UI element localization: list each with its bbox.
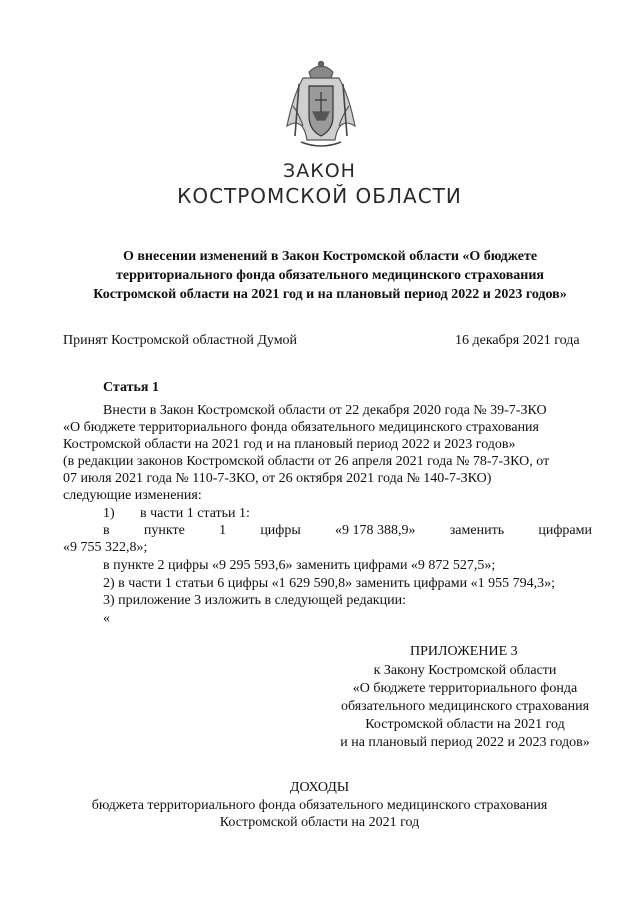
word: цифры xyxy=(260,523,301,538)
word: цифрами xyxy=(538,523,592,538)
article-line: (в редакции законов Костромской области от 26 апреля 2021 года № 78-7-ЗКО, от xyxy=(63,454,550,469)
article-line: «О бюджете территориального фонда обязательного медицинского страхования xyxy=(63,420,539,435)
subject-line: территориального фонда обязательного медицинского страхования xyxy=(116,268,544,283)
item-text: в части 1 статьи 1: xyxy=(140,506,250,521)
item3: 3) приложение 3 изложить в следующей редакции: xyxy=(103,593,406,608)
point2: в пункте 2 цифры «9 295 593,6» заменить цифрами «9 872 527,5»; xyxy=(103,558,496,573)
open-quote: « xyxy=(103,611,110,626)
appendix-title: ПРИЛОЖЕНИЕ 3 xyxy=(410,644,518,659)
point1-cont: «9 755 322,8»; xyxy=(63,540,148,555)
item2: 2) в части 1 статьи 6 цифры «1 629 590,8» заменить цифрами «1 955 794,3»; xyxy=(103,576,555,591)
appendix-caption xyxy=(300,662,630,752)
word: «9 178 388,9» xyxy=(335,523,416,538)
subject-line: Костромской области на 2021 год и на плановый период 2022 и 2023 годов» xyxy=(93,287,567,302)
subject-line: О внесении изменений в Закон Костромской области «О бюджете xyxy=(122,249,538,264)
article-line: следующие изменения: xyxy=(63,488,202,503)
article-line: Внести в Закон Костромской области от 22 декабря 2020 года № 39-7-ЗКО xyxy=(103,403,547,418)
word: 1 xyxy=(219,523,227,538)
word: заменить xyxy=(449,523,505,538)
appendix-line: и на плановый период 2022 и 2023 годов» xyxy=(340,735,590,750)
article-line: 07 июля 2021 года № 110-7-ЗКО, от 26 октября 2021 года № 140-7-ЗКО) xyxy=(63,471,492,486)
appendix-line: «О бюджете территориального фонда xyxy=(352,681,578,696)
item-number: 1) xyxy=(103,506,115,521)
point1-line xyxy=(103,522,592,539)
article-line: Костромской области на 2021 год и на плановый период 2022 и 2023 годов» xyxy=(63,437,516,452)
income-line: Костромской области на 2021 год xyxy=(219,815,420,830)
adopted-by: Принят Костромской областной Думой xyxy=(63,333,298,348)
coat-of-arms-icon xyxy=(273,56,369,152)
appendix-line: обязательного медицинского страхования xyxy=(340,699,590,714)
region-title: КОСТРОМСКОЙ ОБЛАСТИ xyxy=(177,184,462,208)
income-line: бюджета территориального фонда обязательного медицинского страхования xyxy=(91,798,548,813)
appendix-line: к Закону Костромской области xyxy=(373,663,557,678)
appendix-line: Костромской области на 2021 год xyxy=(365,717,565,732)
law-subject xyxy=(60,247,600,304)
income-title: ДОХОДЫ xyxy=(289,780,350,795)
word: пункте xyxy=(143,523,185,538)
adoption-date: 16 декабря 2021 года xyxy=(455,333,580,348)
word: в xyxy=(103,523,110,538)
article-heading: Статья 1 xyxy=(103,380,159,395)
law-title: ЗАКОН xyxy=(283,160,356,182)
